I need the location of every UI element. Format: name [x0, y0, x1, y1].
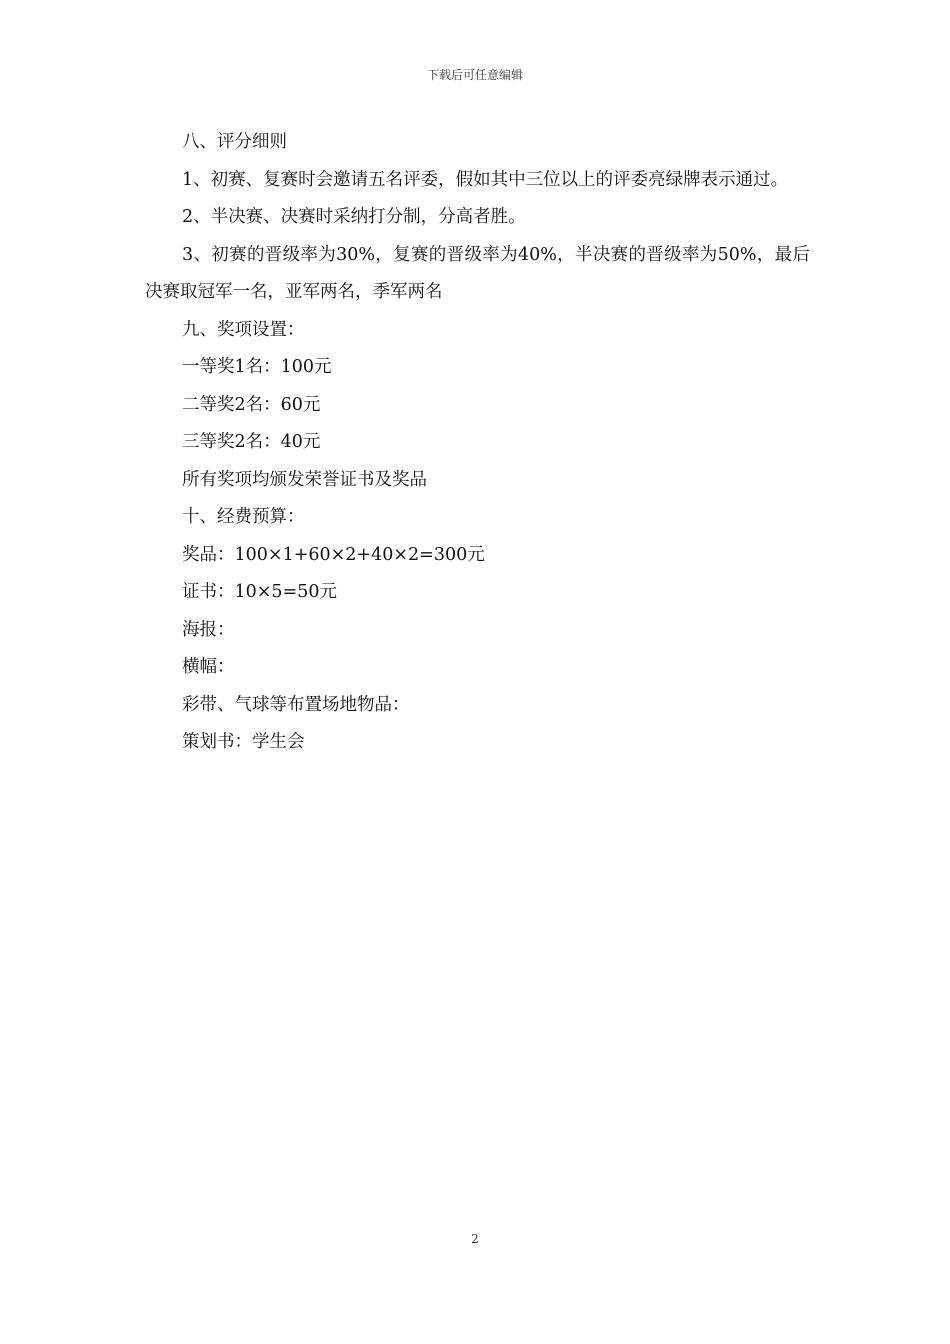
- scoring-rule-1: 1、初赛、复赛时会邀请五名评委，假如其中三位以上的评委亮绿牌表示通过。: [182, 169, 789, 190]
- budget-certificates: 证书：10×5=50元: [182, 582, 337, 602]
- page-number: 2: [471, 1232, 479, 1246]
- budget-banners: 横幅：: [182, 657, 235, 677]
- section-title-scoring: 八、评分细则: [182, 132, 287, 152]
- section-title-awards: 九、奖项设置：: [182, 319, 305, 340]
- budget-posters: 海报：: [182, 619, 235, 640]
- document-body: [145, 124, 810, 762]
- award-second-prize: 二等奖2名：60元: [182, 394, 321, 415]
- budget-decorations: 彩带、气球等布置场地物品：: [182, 694, 410, 715]
- section-title-budget: 十、经费预算：: [182, 507, 305, 527]
- award-third-prize: 三等奖2名：40元: [182, 432, 321, 452]
- award-first-prize: 一等奖1名：100元: [182, 357, 332, 377]
- planner-credit: 策划书：学生会: [182, 732, 305, 752]
- page-header: 下载后可任意编辑: [426, 68, 523, 82]
- scoring-rule-2: 2、半决赛、决赛时采纳打分制，分高者胜。: [182, 207, 526, 227]
- budget-prizes: 奖品：100×1+60×2+40×2=300元: [182, 544, 485, 565]
- scoring-rule-3: 3、初赛的晋级率为30%，复赛的晋级率为40%，半决赛的晋级率为50%，最后决赛取冠军一名，亚军两名，季军两名: [145, 244, 810, 302]
- awards-note: 所有奖项均颁发荣誉证书及奖品: [182, 469, 427, 490]
